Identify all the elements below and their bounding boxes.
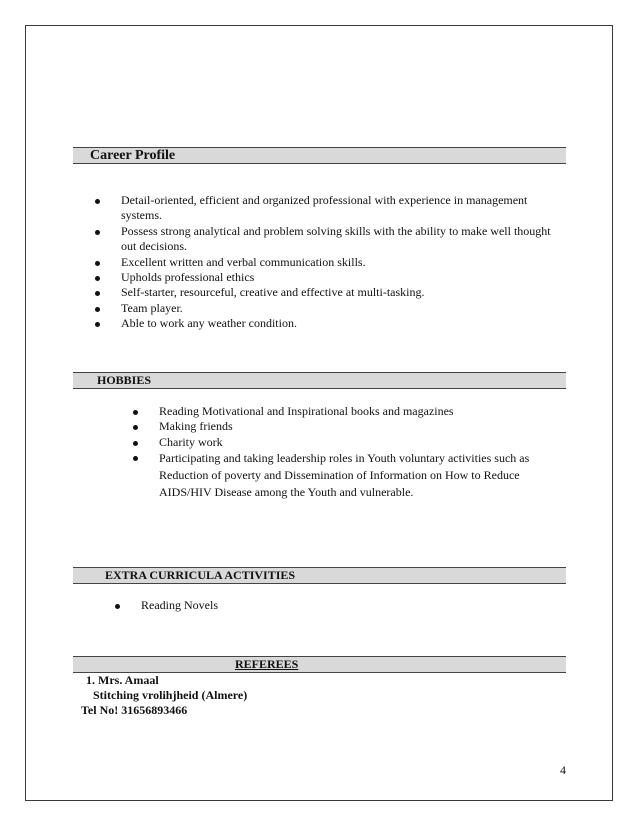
list-item: Detail-oriented, efficient and organized professional with experience in management systems. — [95, 193, 565, 224]
referee-telephone: Tel No! 31656893466 — [81, 703, 188, 717]
page-number: 4 — [560, 763, 566, 777]
referee-organization: Stitching vrolihjheid (Almere) — [93, 688, 248, 702]
list-item: Excellent written and verbal communication skills. — [95, 255, 565, 270]
list-item: Able to work any weather condition. — [95, 316, 565, 331]
list-item: Making friends — [133, 419, 553, 434]
hobbies-title: HOBBIES — [97, 373, 152, 387]
list-item: Team player. — [95, 301, 565, 316]
career-profile-list — [95, 193, 565, 332]
referee-name: 1. Mrs. Amaal — [86, 673, 159, 687]
list-item: Reading Motivational and Inspirational books and magazines — [133, 404, 553, 419]
list-item: Possess strong analytical and problem solving skills with the ability to make well thought out decisions. — [95, 224, 565, 255]
hobbies-list — [133, 404, 553, 501]
list-item: Self-starter, resourceful, creative and effective at multi-tasking. — [95, 285, 565, 300]
extra-curricula-list — [115, 598, 535, 613]
list-item: Participating and taking leadership roles in Youth voluntary activities such as Reduction of poverty and Dissemination of Information on How to Reduce AIDS/HIV Disease among the Youth and vulnerable. — [133, 450, 553, 501]
list-item: Reading Novels — [115, 598, 535, 613]
referees-title: REFEREES — [235, 657, 299, 671]
list-item: Charity work — [133, 435, 553, 450]
list-item: Upholds professional ethics — [95, 270, 565, 285]
career-profile-title: Career Profile — [90, 148, 176, 163]
referees-header-bar — [73, 656, 566, 673]
extra-curricula-title: EXTRA CURRICULA ACTIVITIES — [105, 568, 296, 582]
